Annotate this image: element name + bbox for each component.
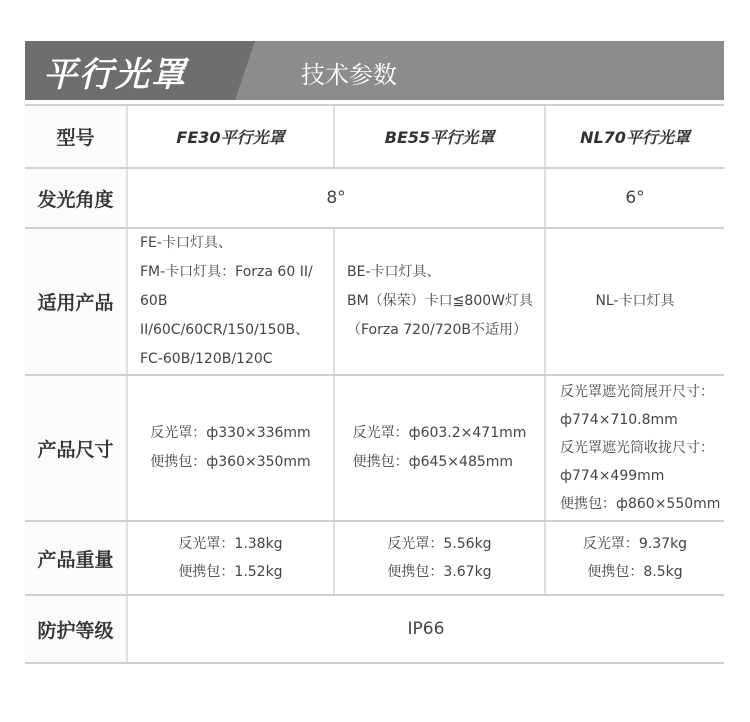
fit-fe30-line: 60B II/60C/60CR/150/150B、 <box>140 293 310 338</box>
size-fe30-line: 便携包：ф360×350mm <box>150 454 311 470</box>
table-row-weight <box>25 521 724 595</box>
weight-be55 <box>334 521 545 595</box>
size-nl70-line: 便携包：ф860×550mm <box>560 496 721 512</box>
size-nl70 <box>545 375 724 521</box>
banner-slash-divider <box>235 41 255 100</box>
angle-fe-be: 8° <box>127 168 545 228</box>
table-row-angle <box>25 168 724 228</box>
spec-table <box>25 106 724 664</box>
banner-subtitle: 技术参数 <box>301 61 397 89</box>
model-fe30: FE30平行光罩 <box>127 106 334 168</box>
row-label-ip: 防护等级 <box>25 595 127 663</box>
fit-be55-line: BM（保荣）卡口≦800W灯具 <box>347 293 533 309</box>
model-nl70: NL70平行光罩 <box>545 106 724 168</box>
table-row-size <box>25 375 724 521</box>
table-row-ip <box>25 595 724 663</box>
size-be55-line: 便携包：ф645×485mm <box>352 454 514 470</box>
weight-be55-line: 便携包：3.67kg <box>387 564 492 580</box>
size-nl70-line: 反光罩遮光筒收拢尺寸： <box>560 440 714 456</box>
model-be55: BE55平行光罩 <box>334 106 545 168</box>
row-label-weight: 产品重量 <box>25 521 127 595</box>
fit-be55-line: （Forza 720/720B不适用） <box>347 322 528 338</box>
fit-fe30-line: FC-60B/120B/120C <box>140 351 273 367</box>
fit-be55-line: BE-卡口灯具、 <box>347 264 441 280</box>
row-label-model: 型号 <box>25 106 127 168</box>
table-row-model <box>25 106 724 168</box>
size-nl70-line: ф774×710.8mm <box>560 412 678 428</box>
table-row-fit <box>25 228 724 375</box>
fit-fe30-line: FE-卡口灯具、 <box>140 235 232 251</box>
weight-fe30-line: 反光罩：1.38kg <box>178 536 283 552</box>
size-fe30 <box>127 375 334 521</box>
weight-fe30-line: 便携包：1.52kg <box>178 564 283 580</box>
weight-nl70 <box>545 521 724 595</box>
size-nl70-line: ф774×499mm <box>560 468 665 484</box>
size-nl70-line: 反光罩遮光筒展开尺寸： <box>560 384 714 400</box>
row-label-size: 产品尺寸 <box>25 375 127 521</box>
section-banner <box>25 41 724 100</box>
weight-nl70-line: 便携包：8.5kg <box>587 564 683 580</box>
angle-nl: 6° <box>545 168 724 228</box>
row-label-fit: 适用产品 <box>25 228 127 375</box>
weight-nl70-line: 反光罩：9.37kg <box>582 536 688 552</box>
row-label-angle: 发光角度 <box>25 168 127 228</box>
banner-title: 平行光罩 <box>43 55 187 95</box>
ip-rating: IP66 <box>127 595 724 663</box>
fit-be55 <box>334 228 545 375</box>
fit-fe30 <box>127 228 334 375</box>
fit-nl70: NL-卡口灯具 <box>545 228 724 375</box>
fit-fe30-line: FM-卡口灯具：Forza 60 II/ <box>140 264 313 280</box>
weight-be55-line: 反光罩：5.56kg <box>387 536 492 552</box>
size-be55 <box>334 375 545 521</box>
size-fe30-line: 反光罩：ф330×336mm <box>150 425 311 441</box>
size-be55-line: 反光罩：ф603.2×471mm <box>352 425 527 441</box>
weight-fe30 <box>127 521 334 595</box>
